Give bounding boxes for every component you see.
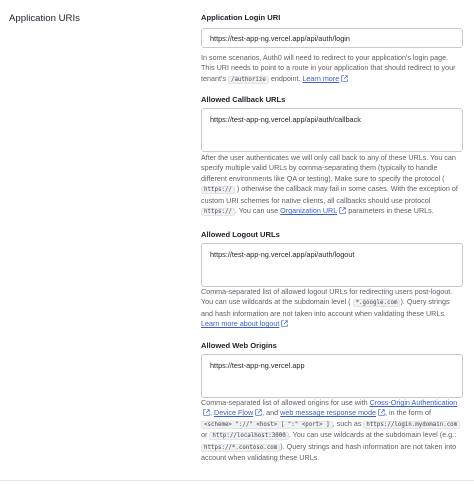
logout-urls-help	[201, 287, 463, 330]
web-origins-input[interactable]: https://test-app-ng.vercel.app	[201, 354, 463, 398]
callback-help-text-2: ) otherwise the callback may fail in some cases. With the exception of custom URI schemes for native clients, all callbacks should use protocol	[201, 184, 458, 205]
origins-help-text-3: , such as	[332, 418, 362, 428]
external-link-icon	[203, 409, 210, 416]
device-flow-link[interactable]: Device Flow	[214, 408, 262, 417]
section-title: Application URIs	[9, 13, 80, 24]
origins-help-text-2: , in the form of	[385, 408, 431, 418]
login-uri-help	[201, 53, 463, 85]
web-origins-help	[201, 398, 463, 463]
https-code: https://	[201, 186, 235, 194]
logout-learn-more-link[interactable]: Learn more about logout	[201, 319, 288, 328]
origins-help-text-4: or	[201, 430, 208, 440]
logout-help-text: Comma-separated list of allowed logout URLs for redirecting users post-logout. You can use wildcards at the subdomain level (	[201, 287, 453, 307]
cross-origin-auth-link[interactable]: Cross-Origin Authentication	[201, 398, 457, 417]
callback-help-text: After the user authenticates we will only call back to any of these URLs. You can specify multiple valid URLs by comma-separating them (typically to handle different environments like QA or testing). Make sure to specify the protocol (	[201, 153, 456, 183]
logout-urls-input[interactable]: https://test-app-ng.vercel.app/api/auth/logout	[201, 243, 463, 287]
origins-help-text-6: ). Query strings and hash information are not taken into account when validating these URLs.	[201, 441, 457, 463]
origins-separator: ,	[210, 408, 212, 418]
external-link-icon	[281, 320, 288, 327]
callback-urls-help	[201, 153, 463, 217]
login-uri-label: Application Login URI	[201, 13, 281, 22]
callback-help-text-3: . You can use	[234, 206, 279, 216]
login-help-text-2: endpoint.	[270, 73, 301, 83]
external-link-icon	[378, 409, 385, 416]
callback-urls-label: Allowed Callback URLs	[201, 95, 286, 104]
wildcard-code: *.google.com	[353, 299, 401, 307]
wildcard-origin-code: https://*.contoso.com	[201, 444, 280, 452]
origins-separator-2: , and	[262, 408, 279, 418]
callback-urls-input[interactable]: https://test-app-ng.vercel.app/api/auth/callback	[201, 108, 463, 152]
logout-help-text-2: ). Query strings and hash information are not taken into account when validating these URLs.	[201, 297, 450, 318]
login-uri-input[interactable]: https://test-app-ng.vercel.app/api/auth/login	[201, 28, 463, 48]
https-code-2: https://	[201, 208, 235, 216]
section-divider	[0, 480, 474, 481]
web-origins-label: Allowed Web Origins	[201, 341, 277, 350]
origins-help-text: Comma-separated list of allowed origins for use with	[201, 398, 368, 407]
web-message-mode-link[interactable]: web message response mode	[280, 408, 385, 417]
logout-urls-label: Allowed Logout URLs	[201, 230, 280, 239]
authorize-code: /authorize	[228, 76, 269, 84]
callback-help-text-4: parameters in these URLs.	[348, 206, 434, 216]
login-learn-more-link[interactable]: Learn more	[302, 74, 348, 83]
external-link-icon	[341, 75, 348, 82]
external-link-icon	[339, 207, 346, 214]
origins-help-text-5: . You can use wildcards at the subdomain level (e.g.:	[288, 430, 457, 440]
organization-url-link[interactable]: Organization URL	[280, 206, 346, 215]
scheme-format-code: <scheme> "://" <host> [ ":" <port> ]	[201, 421, 333, 429]
login-help-text: In some scenarios, Auth0 will need to redirect to your application's login page. This URI needs to point to a route in your application that should redirect to your tenant's	[201, 53, 456, 83]
example-domain-code: https://login.mydomain.com	[363, 421, 460, 429]
localhost-code: http://localhost:3000	[209, 432, 288, 440]
